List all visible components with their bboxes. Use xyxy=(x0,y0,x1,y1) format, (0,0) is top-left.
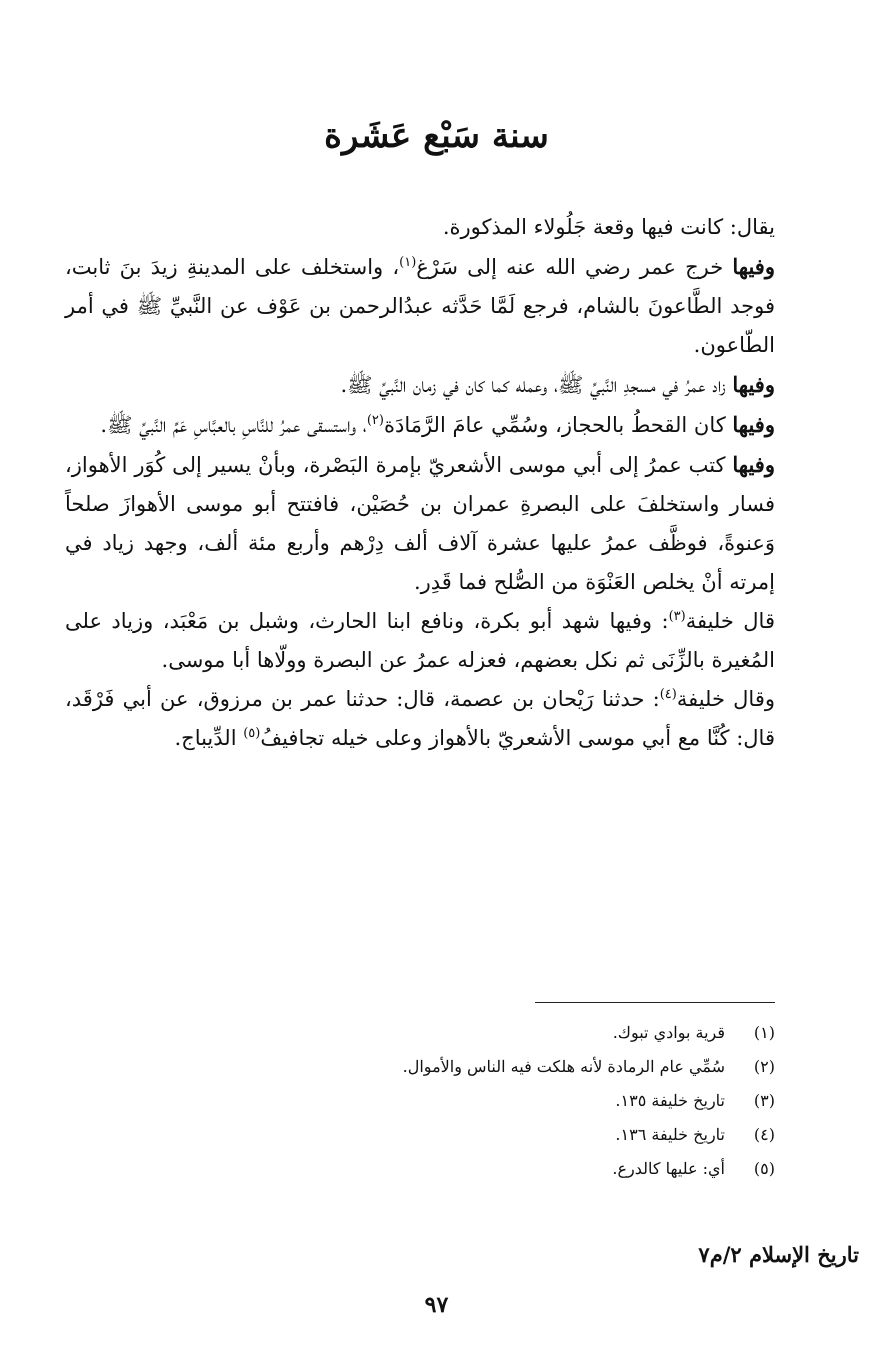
footnote-text: سُمِّي عام الرمادة لأنه هلكت فيه الناس والأموال. xyxy=(402,1057,725,1076)
main-text xyxy=(65,208,775,758)
printer-signature: تاريخ الإسلام ٢/م٧ xyxy=(698,1242,859,1267)
footnote-number: (١) xyxy=(753,1023,775,1042)
paragraph-lead: وفيها xyxy=(732,412,775,437)
footnote-ref: (١) xyxy=(399,255,417,270)
footnote-text: أي: عليها كالدرع. xyxy=(612,1159,725,1178)
footnote xyxy=(65,1016,775,1050)
paragraph xyxy=(65,365,775,405)
footnote xyxy=(65,1152,775,1186)
footnote-separator xyxy=(535,1002,775,1003)
paragraph-text-rest: : وفيها شهد أبو بكرة، ونافع ابنا الحارث، وشبل بن مَعْبَد، وزياد على المُغيرة بالزِّنَى ثم نكل بعضهم، فعزله عمرُ عن البصرة وولّاها أبا موسى. xyxy=(65,609,775,672)
footnotes xyxy=(65,1016,775,1186)
paragraph-text-rest: : حدثنا رَيْحان بن عصمة، قال: حدثنا عمر بن مرزوق، عن أبي فَرْقَد، قال: كُنَّا مع أبي موسى الأشعريّ بالأهواز وعلى خيله تجافيفُ xyxy=(65,687,775,750)
paragraph xyxy=(65,602,775,680)
paragraph-text: خرج عمر رضي الله عنه إلى سَرْغ xyxy=(416,255,733,279)
footnote-number: (٢) xyxy=(753,1057,775,1076)
footnote-text: قرية بوادي تبوك. xyxy=(612,1023,725,1042)
paragraph xyxy=(65,247,775,365)
paragraph-lead: وفيها xyxy=(732,372,775,397)
paragraph-text: كتب عمرُ إلى أبي موسى الأشعريّ بإمرة البَصْرة، وبأنْ يسير إلى كُوَر الأهواز، فسار واستخلفَ على البصرةِ عمران بن حُصَيْن، فافتتح أبو موسى الأهوازَ صلحاً وَعنوةً، فوظَّف عمرُ عليها عشرة آلاف ألف دِرْهم وأربع مئة ألف، وجهد زياد في إمرته أنْ يخلص العَنْوَة من الصُّلح فما قَدِر. xyxy=(65,453,775,594)
paragraph-lead: وفيها xyxy=(732,254,775,279)
footnote xyxy=(65,1118,775,1152)
paragraph xyxy=(65,208,775,247)
footnote-ref: (٣) xyxy=(668,609,686,624)
paragraph-text: وقال خليفة xyxy=(676,687,775,711)
paragraph xyxy=(65,680,775,758)
footnote-number: (٣) xyxy=(753,1091,775,1110)
footnote-number: (٥) xyxy=(753,1159,775,1178)
page-number: ٩٧ xyxy=(424,1292,449,1318)
paragraph xyxy=(65,445,775,602)
paragraph xyxy=(65,405,775,445)
chapter-title: سنة سَبْع عَشَرة xyxy=(324,116,549,156)
paragraph-text-rest: ، واستخلف على المدينةِ زيدَ بنَ ثابت، فوجد الطَّاعونَ بالشام، فرجع لَمَّا حَدَّثه عبدُالرحمن بن عَوْف عن النَّبيِّ ﷺ في أمر الطّاعون. xyxy=(65,255,775,357)
footnote-ref: (٤) xyxy=(659,687,677,702)
footnote-text: تاريخ خليفة ١٣٦. xyxy=(615,1125,725,1144)
footnote-number: (٤) xyxy=(753,1125,775,1144)
footnote xyxy=(65,1050,775,1084)
footnote-ref: (٥) xyxy=(243,726,261,741)
footnote-text: تاريخ خليفة ١٣٥. xyxy=(615,1091,725,1110)
footnote xyxy=(65,1084,775,1118)
paragraph-text: كان القحطُ بالحجاز، وسُمِّي عامَ الرَّمَادَة xyxy=(383,413,733,437)
footnote-ref: (٢) xyxy=(366,413,384,428)
paragraph-text-rest: ، واستسقى عمرُ للنَّاسِ بالعبَّاسِ عَمِّ النَّبيِّ ﷺ. xyxy=(100,413,367,437)
paragraph-text: قال خليفة xyxy=(685,609,775,633)
paragraph-text: زاد عمرُ في مسجدِ النَّبيِّ ﷺ، وعمله كما كان في زمان النَّبيِّ ﷺ. xyxy=(340,373,733,397)
paragraph-text-rest: الدِّيباج. xyxy=(174,726,244,750)
paragraph-text: يقال: كانت فيها وقعة جَلُولاء المذكورة. xyxy=(442,215,775,239)
paragraph-lead: وفيها xyxy=(732,452,775,477)
